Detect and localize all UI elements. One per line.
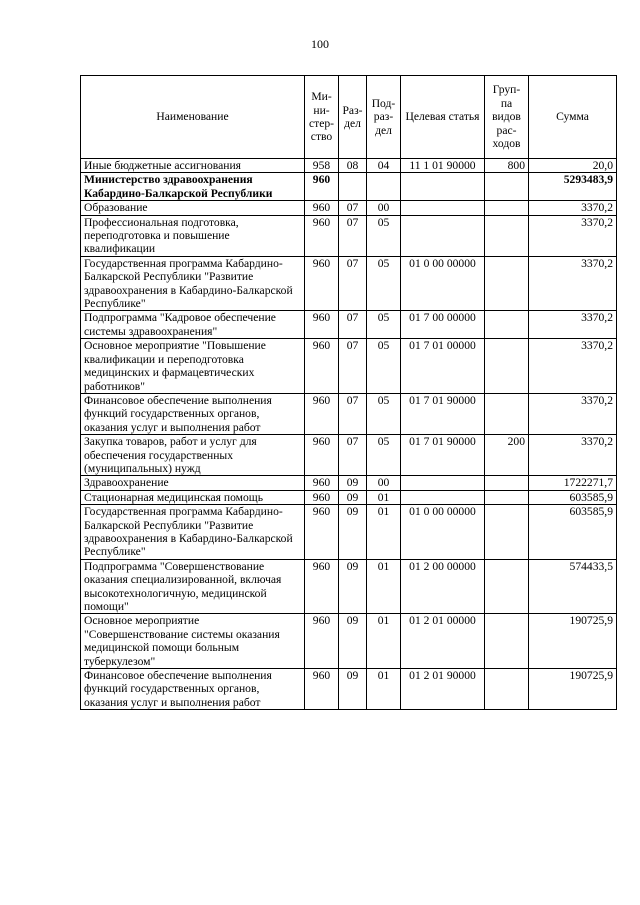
page-number: 100 [311,37,329,51]
cell-ministry: 960 [305,311,339,339]
cell-subsection: 04 [367,159,401,173]
cell-name: Иные бюджетные ассигнования [81,159,305,173]
cell-name: Основное мероприятие "Повышение квалификации и переподготовка медицинских и фармацевтических работников" [81,339,305,394]
cell-amount: 3370,2 [529,201,617,215]
cell-amount: 1722271,7 [529,476,617,490]
cell-section: 08 [339,159,367,173]
cell-section: 09 [339,669,367,710]
table-row [81,614,617,669]
cell-ministry: 960 [305,173,339,201]
table-row [81,201,617,215]
cell-section: 07 [339,256,367,311]
table-row [81,339,617,394]
cell-section: 07 [339,201,367,215]
budget-table [80,75,617,710]
cell-group [485,201,529,215]
cell-ministry: 960 [305,505,339,560]
cell-subsection: 05 [367,215,401,256]
header-target: Целевая статья [401,76,485,159]
cell-target: 01 2 01 00000 [401,614,485,669]
cell-name: Основное мероприятие "Совершенствование системы оказания медицинской помощи больным туберкулезом" [81,614,305,669]
header-amount: Сумма [529,76,617,159]
cell-target: 01 0 00 00000 [401,256,485,311]
cell-subsection: 00 [367,201,401,215]
cell-ministry: 960 [305,490,339,504]
table-row [81,435,617,476]
cell-subsection: 05 [367,256,401,311]
table-row [81,159,617,173]
cell-target: 01 7 01 90000 [401,393,485,434]
table-header-row [81,76,617,159]
table-row [81,393,617,434]
cell-subsection: 05 [367,311,401,339]
cell-subsection: 01 [367,490,401,504]
cell-name: Подпрограмма "Совершенствование оказания специализированной, включая высокотехнологичную, медицинской помощи" [81,559,305,614]
cell-target: 01 2 01 90000 [401,669,485,710]
cell-group [485,173,529,201]
table-row [81,669,617,710]
cell-group [485,505,529,560]
cell-subsection: 01 [367,559,401,614]
cell-name: Министерство здравоохранения Кабардино-Балкарской Республики [81,173,305,201]
cell-group [485,393,529,434]
cell-group [485,311,529,339]
cell-subsection: 05 [367,435,401,476]
cell-amount: 190725,9 [529,614,617,669]
cell-group [485,559,529,614]
cell-subsection: 05 [367,339,401,394]
table-row [81,311,617,339]
cell-section: 09 [339,476,367,490]
cell-ministry: 960 [305,201,339,215]
cell-group: 800 [485,159,529,173]
cell-amount: 20,0 [529,159,617,173]
cell-section: 07 [339,339,367,394]
table-row [81,256,617,311]
cell-subsection: 01 [367,614,401,669]
cell-group [485,215,529,256]
cell-ministry: 960 [305,256,339,311]
cell-amount: 3370,2 [529,393,617,434]
table-body [81,159,617,710]
cell-group [485,256,529,311]
cell-name: Закупка товаров, работ и услуг для обеспечения государственных (муниципальных) нужд [81,435,305,476]
cell-target [401,201,485,215]
header-group: Груп-па видов рас-ходов [485,76,529,159]
cell-group [485,669,529,710]
cell-ministry: 960 [305,559,339,614]
cell-amount: 3370,2 [529,339,617,394]
cell-group [485,476,529,490]
cell-ministry: 960 [305,393,339,434]
cell-group [485,339,529,394]
cell-amount: 603585,9 [529,505,617,560]
cell-ministry: 960 [305,215,339,256]
cell-target [401,215,485,256]
header-name: Наименование [81,76,305,159]
cell-subsection: 00 [367,476,401,490]
cell-ministry: 960 [305,669,339,710]
cell-ministry: 960 [305,614,339,669]
cell-section: 07 [339,215,367,256]
table-row [81,173,617,201]
cell-ministry: 960 [305,339,339,394]
cell-target [401,490,485,504]
cell-subsection: 05 [367,393,401,434]
cell-name: Государственная программа Кабардино-Балкарской Республики "Развитие здравоохранения в Кабардино-Балкарской Республике" [81,505,305,560]
cell-amount: 3370,2 [529,256,617,311]
cell-ministry: 958 [305,159,339,173]
cell-target: 01 7 01 00000 [401,339,485,394]
cell-target: 01 0 00 00000 [401,505,485,560]
cell-name: Образование [81,201,305,215]
cell-ministry: 960 [305,435,339,476]
table-row [81,490,617,504]
table-row [81,559,617,614]
cell-section: 09 [339,505,367,560]
cell-name: Финансовое обеспечение выполнения функций государственных органов, оказания услуг и выполнения работ [81,393,305,434]
cell-target: 01 2 00 00000 [401,559,485,614]
cell-target [401,476,485,490]
cell-subsection [367,173,401,201]
header-ministry: Ми-ни-стер-ство [305,76,339,159]
cell-target: 01 7 00 00000 [401,311,485,339]
cell-name: Подпрограмма "Кадровое обеспечение системы здравоохранения" [81,311,305,339]
table-row [81,215,617,256]
cell-section [339,173,367,201]
header-subsection: Под-раз-дел [367,76,401,159]
cell-section: 07 [339,393,367,434]
cell-name: Профессиональная подготовка, переподготовка и повышение квалификации [81,215,305,256]
cell-amount: 3370,2 [529,215,617,256]
cell-amount: 3370,2 [529,435,617,476]
cell-amount: 190725,9 [529,669,617,710]
cell-section: 07 [339,311,367,339]
cell-target: 01 7 01 90000 [401,435,485,476]
cell-subsection: 01 [367,505,401,560]
cell-amount: 3370,2 [529,311,617,339]
table-row [81,476,617,490]
cell-group: 200 [485,435,529,476]
cell-group [485,490,529,504]
cell-target: 11 1 01 90000 [401,159,485,173]
cell-ministry: 960 [305,476,339,490]
cell-name: Стационарная медицинская помощь [81,490,305,504]
cell-name: Здравоохранение [81,476,305,490]
table-row [81,505,617,560]
cell-section: 09 [339,614,367,669]
cell-amount: 603585,9 [529,490,617,504]
cell-subsection: 01 [367,669,401,710]
cell-section: 09 [339,490,367,504]
header-section: Раз-дел [339,76,367,159]
cell-amount: 574433,5 [529,559,617,614]
cell-section: 09 [339,559,367,614]
cell-group [485,614,529,669]
cell-name: Финансовое обеспечение выполнения функций государственных органов, оказания услуг и выполнения работ [81,669,305,710]
cell-name: Государственная программа Кабардино-Балкарской Республики "Развитие здравоохранения в Кабардино-Балкарской Республике" [81,256,305,311]
cell-target [401,173,485,201]
cell-amount: 5293483,9 [529,173,617,201]
cell-section: 07 [339,435,367,476]
